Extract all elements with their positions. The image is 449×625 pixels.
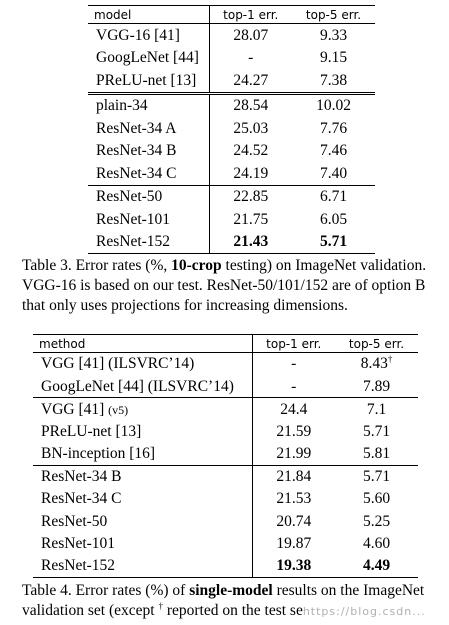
table-row <box>88 47 375 70</box>
column-header-top1: top-1 err. <box>252 335 335 353</box>
model-cell: ResNet-152 <box>88 231 209 254</box>
caption-text-end: reported on the test se <box>162 602 303 619</box>
method-cell: VGG [41] (ILSVRC’14) <box>33 353 252 376</box>
top1-cell: 25.03 <box>233 119 269 137</box>
top1-cell: 21.59 <box>276 422 312 440</box>
top5-cell: 5.60 <box>362 490 391 508</box>
top1-cell: 21.43 <box>209 231 292 254</box>
method-cell: BN-inception [16] <box>33 443 252 466</box>
top5-cell: 4.49 <box>335 555 418 578</box>
top5-cell: 7.1 <box>335 398 418 421</box>
top1-cell: 19.38 <box>252 555 335 578</box>
method-cell: PReLU-net [13] <box>33 421 252 443</box>
top1-cell: 24.52 <box>233 142 269 159</box>
top5-cell: 7.40 <box>319 164 348 182</box>
caption-label: Table 4. Error rates (%) of <box>22 582 190 599</box>
column-header-method: method <box>33 335 252 353</box>
top5-cell: 7.38 <box>319 71 348 89</box>
model-cell: ResNet-50 <box>88 185 209 208</box>
table-row <box>33 533 418 555</box>
model-cell: plain-34 <box>88 93 209 117</box>
top5-cell: 9.33 <box>319 26 348 44</box>
table-row <box>33 398 418 421</box>
method-cell: ResNet-34 C <box>33 488 252 510</box>
table-row <box>88 117 375 140</box>
table-row <box>88 231 375 254</box>
top1-cell: - <box>248 49 254 66</box>
top1-cell: - <box>291 355 297 373</box>
top1-cell: 24.19 <box>233 164 269 182</box>
top5-cell: 6.05 <box>319 210 348 228</box>
column-header-top1: top-1 err. <box>209 6 292 24</box>
top5-cell: 10.02 <box>292 93 375 117</box>
top1-cell: 19.87 <box>276 534 312 552</box>
column-header-model: model <box>88 6 209 24</box>
top5-cell: 5.71 <box>335 465 418 488</box>
model-cell: ResNet-34 A <box>88 117 209 140</box>
table-header-row <box>88 6 375 24</box>
top5-cell: 4.60 <box>362 534 391 552</box>
dagger-mark: † <box>387 354 393 365</box>
top5-cell: 6.71 <box>292 185 375 208</box>
table-row <box>33 488 418 510</box>
top1-cell: 28.54 <box>209 93 292 117</box>
top1-cell: 24.4 <box>252 398 335 421</box>
table-row <box>33 510 418 532</box>
caption-text: testing) on ImageNet validation. VGG-16 is based on our test. ResNet-50/101/152 are of option B that only uses projections for increasing dimensions. <box>22 257 427 314</box>
table-row <box>88 162 375 185</box>
top1-cell: 21.84 <box>252 465 335 488</box>
table-row <box>88 208 375 231</box>
table-row <box>33 443 418 466</box>
top1-cell: - <box>291 377 297 395</box>
table-row <box>88 24 375 47</box>
top1-cell: 22.85 <box>209 185 292 208</box>
table-row <box>33 421 418 443</box>
top1-cell: 21.99 <box>276 445 312 463</box>
caption-bold-text: single-model <box>189 582 273 599</box>
top1-cell: 28.07 <box>233 26 269 44</box>
table-4-caption <box>22 581 442 622</box>
method-cell <box>33 398 252 421</box>
table-row <box>33 465 418 488</box>
top5-cell: 7.89 <box>362 377 391 395</box>
column-header-top5: top-5 err. <box>292 6 375 24</box>
table-header-row <box>33 335 418 353</box>
table-row <box>88 69 375 93</box>
top5-cell: 9.15 <box>319 49 348 66</box>
method-name: VGG [41] <box>41 400 109 418</box>
table-row <box>88 93 375 117</box>
table-4 <box>33 334 418 578</box>
column-header-top5: top-5 err. <box>335 335 418 353</box>
top5-cell <box>335 353 418 376</box>
model-cell: ResNet-101 <box>88 208 209 231</box>
caption-bold-text: 10-crop <box>171 257 222 274</box>
top5-cell: 5.81 <box>362 445 391 463</box>
top5-cell: 7.46 <box>319 142 348 159</box>
table-row <box>33 555 418 578</box>
table-row <box>88 140 375 163</box>
model-cell: VGG-16 [41] <box>88 24 209 47</box>
top1-cell: 24.27 <box>233 71 269 89</box>
table-row <box>33 375 418 398</box>
top1-cell: 21.53 <box>276 490 312 508</box>
caption-label: Table 3. Error rates (%, <box>22 257 172 274</box>
watermark: https://blog.csdn... <box>302 605 426 618</box>
table-row <box>33 353 418 376</box>
top5-cell: 5.25 <box>362 512 391 530</box>
method-cell: ResNet-101 <box>33 533 252 555</box>
top5-cell: 5.71 <box>292 231 375 254</box>
table-3 <box>88 5 375 254</box>
model-cell: ResNet-34 C <box>88 162 209 185</box>
table-3-caption <box>22 256 442 316</box>
method-cell: ResNet-34 B <box>33 465 252 488</box>
caption-text: results on the ImageNet validation set (except <box>22 582 425 619</box>
model-cell: PReLU-net [13] <box>88 69 209 93</box>
top5-cell: 5.71 <box>362 422 391 440</box>
method-note: (v5) <box>108 402 129 417</box>
top5-cell: 7.76 <box>319 119 348 137</box>
model-cell: GoogLeNet [44] <box>88 47 209 70</box>
table-row <box>88 185 375 208</box>
method-cell: ResNet-152 <box>33 555 252 578</box>
model-cell: ResNet-34 B <box>88 140 209 163</box>
top1-cell: 21.75 <box>233 210 269 228</box>
dagger-mark: † <box>158 601 163 611</box>
method-cell: ResNet-50 <box>33 510 252 532</box>
top5-value: 8.43 <box>360 355 388 373</box>
top1-cell: 20.74 <box>276 512 312 530</box>
method-cell: GoogLeNet [44] (ILSVRC’14) <box>33 375 252 398</box>
